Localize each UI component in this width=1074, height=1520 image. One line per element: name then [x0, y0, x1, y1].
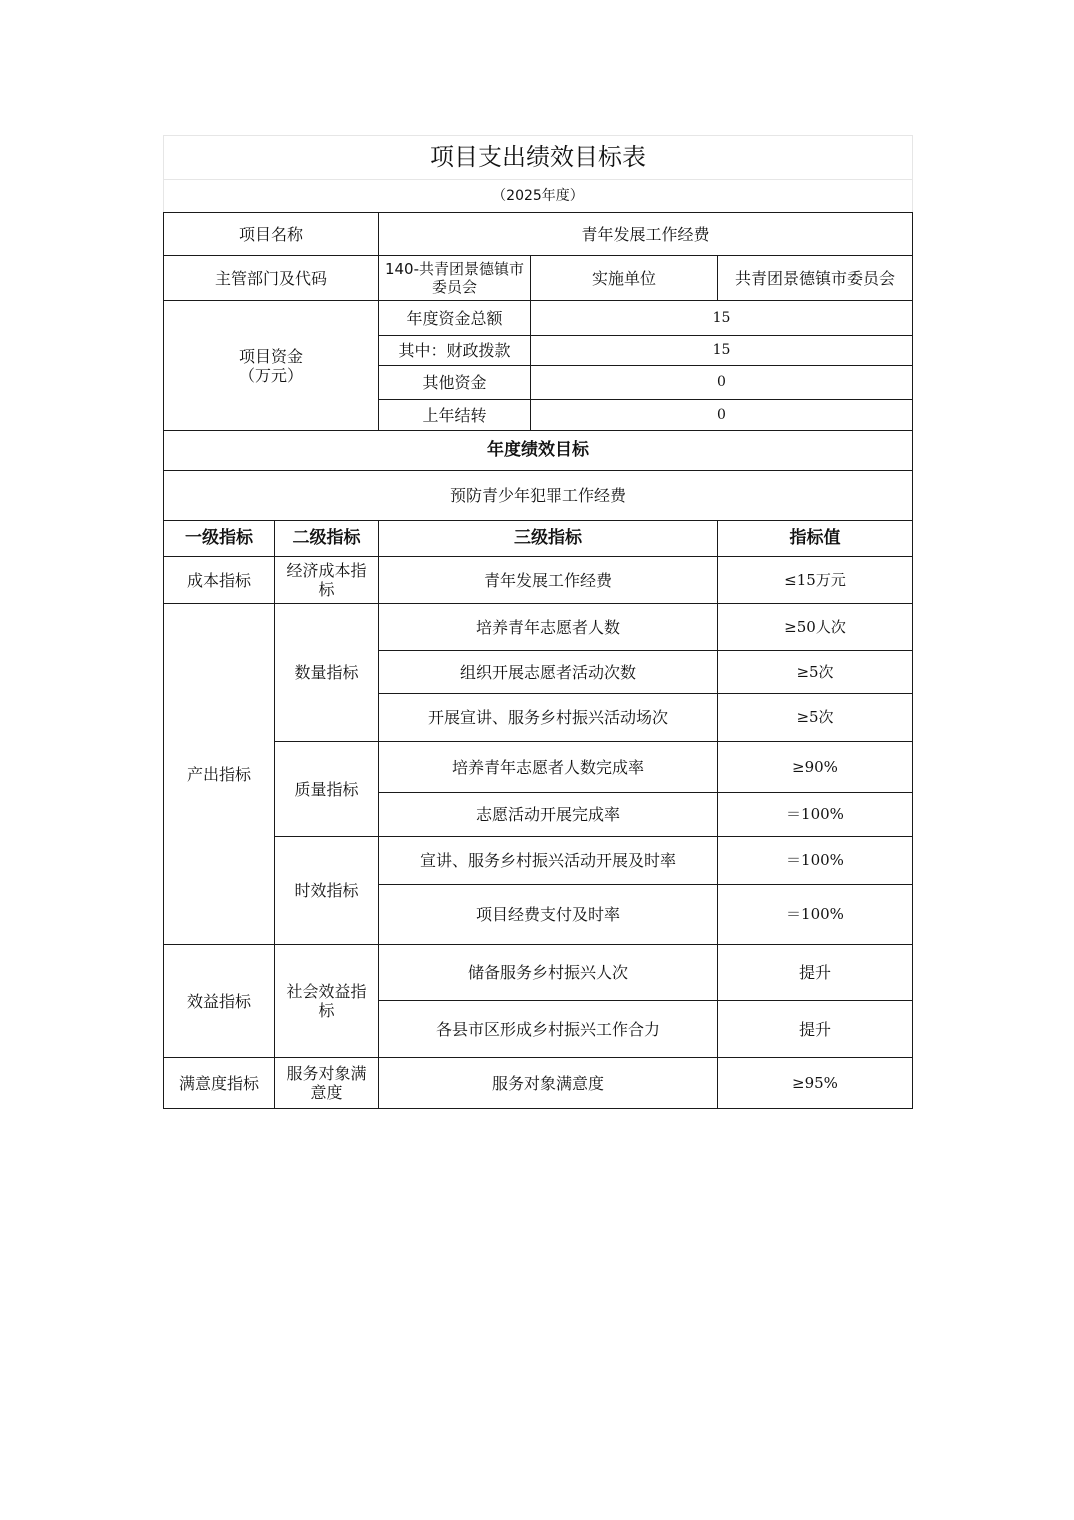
indicator-level3: 青年发展工作经费 — [379, 557, 718, 604]
header-level2: 二级指标 — [275, 521, 379, 557]
funds-total-label: 年度资金总额 — [379, 301, 531, 336]
indicator-value: ≥5次 — [718, 651, 913, 694]
indicator-value: ≥90% — [718, 742, 913, 793]
indicator-level2: 数量指标 — [275, 604, 379, 742]
indicator-value: ≥50人次 — [718, 604, 913, 651]
indicator-level2: 质量指标 — [275, 742, 379, 837]
indicator-level3: 服务对象满意度 — [379, 1058, 718, 1109]
indicator-value: ≤15万元 — [718, 557, 913, 604]
funds-carryover-label: 上年结转 — [379, 400, 531, 431]
indicator-level2: 社会效益指标 — [275, 945, 379, 1058]
year-label: （2025年度） — [164, 180, 913, 213]
funds-label: 项目资金 （万元） — [164, 301, 379, 431]
indicator-level2: 服务对象满意度 — [275, 1058, 379, 1109]
indicator-level3: 培养青年志愿者人数完成率 — [379, 742, 718, 793]
project-name-value: 青年发展工作经费 — [379, 213, 913, 256]
dept-label: 主管部门及代码 — [164, 256, 379, 301]
header-level3: 三级指标 — [379, 521, 718, 557]
indicator-value: ＝100% — [718, 793, 913, 837]
indicator-level2: 经济成本指标 — [275, 557, 379, 604]
funds-fiscal-label: 其中：财政拨款 — [379, 336, 531, 366]
project-name-label: 项目名称 — [164, 213, 379, 256]
impl-value: 共青团景德镇市委员会 — [718, 256, 913, 301]
funds-other-label: 其他资金 — [379, 366, 531, 400]
header-level1: 一级指标 — [164, 521, 275, 557]
performance-target-sheet — [163, 135, 912, 1109]
header-value: 指标值 — [718, 521, 913, 557]
indicator-level3: 各县市区形成乡村振兴工作合力 — [379, 1001, 718, 1058]
sheet-title: 项目支出绩效目标表 — [164, 136, 913, 180]
dept-value: 140-共青团景德镇市委员会 — [379, 256, 531, 301]
performance-table — [163, 135, 913, 1109]
indicator-level2: 时效指标 — [275, 837, 379, 945]
indicator-value: ＝100% — [718, 885, 913, 945]
indicator-value: 提升 — [718, 945, 913, 1001]
funds-total-value: 15 — [531, 301, 913, 336]
annual-goal-heading: 年度绩效目标 — [164, 431, 913, 471]
indicator-level3: 组织开展志愿者活动次数 — [379, 651, 718, 694]
indicator-level3: 宣讲、服务乡村振兴活动开展及时率 — [379, 837, 718, 885]
indicator-level1: 效益指标 — [164, 945, 275, 1058]
funds-carryover-value: 0 — [531, 400, 913, 431]
indicator-value: ≥95% — [718, 1058, 913, 1109]
indicator-value: ≥5次 — [718, 694, 913, 742]
annual-goal-text: 预防青少年犯罪工作经费 — [164, 471, 913, 521]
indicator-level3: 储备服务乡村振兴人次 — [379, 945, 718, 1001]
impl-label: 实施单位 — [531, 256, 718, 301]
indicator-level1: 满意度指标 — [164, 1058, 275, 1109]
indicator-level3: 开展宣讲、服务乡村振兴活动场次 — [379, 694, 718, 742]
indicator-level1: 成本指标 — [164, 557, 275, 604]
indicator-level3: 志愿活动开展完成率 — [379, 793, 718, 837]
indicator-value: ＝100% — [718, 837, 913, 885]
indicator-level3: 项目经费支付及时率 — [379, 885, 718, 945]
indicator-level1: 产出指标 — [164, 604, 275, 945]
funds-fiscal-value: 15 — [531, 336, 913, 366]
indicator-value: 提升 — [718, 1001, 913, 1058]
funds-other-value: 0 — [531, 366, 913, 400]
indicator-level3: 培养青年志愿者人数 — [379, 604, 718, 651]
